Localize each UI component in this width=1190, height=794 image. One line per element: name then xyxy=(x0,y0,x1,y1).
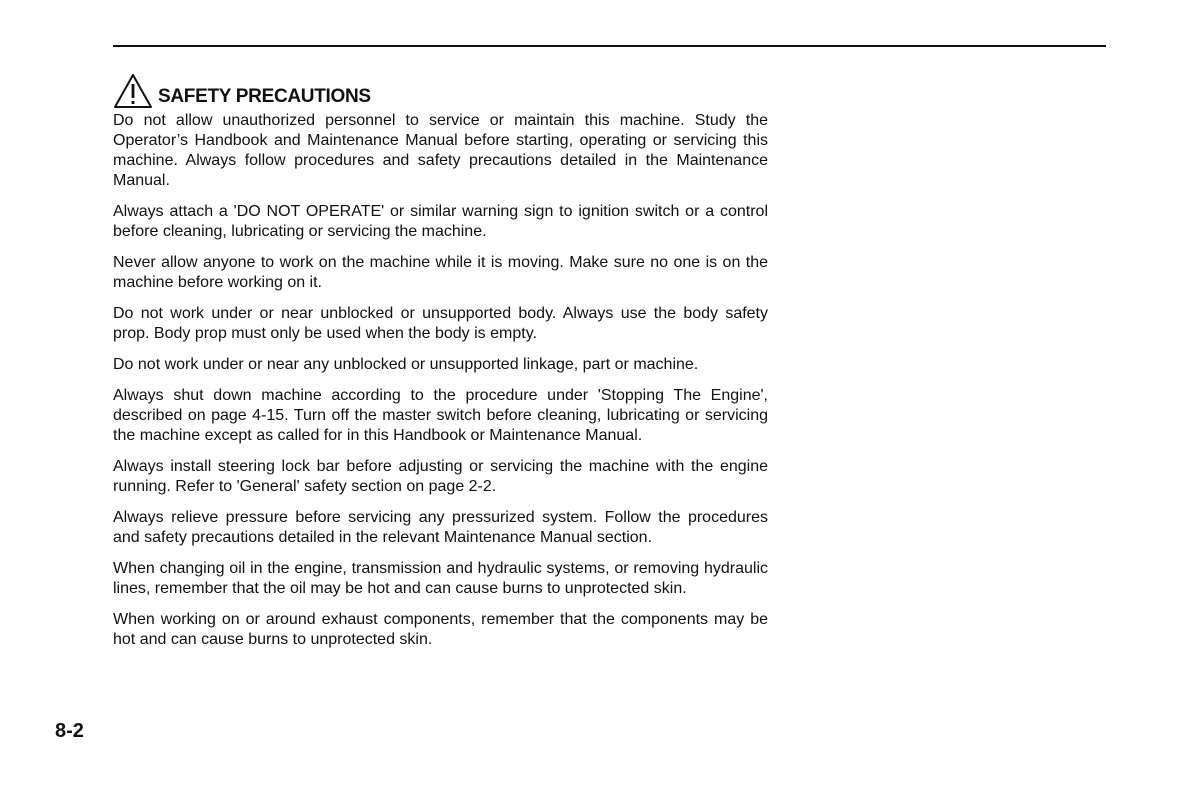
paragraph: Always shut down machine according to the procedure under 'Stopping The Engine', described on page 4-15. Turn off the master switch before cleaning, lubricating or servicing the machine except as called for in this Handbook or Maintenance Manual. xyxy=(113,387,768,444)
section-title: SAFETY PRECAUTIONS xyxy=(158,86,371,107)
paragraph: Always relieve pressure before servicing any pressurized system. Follow the procedures and safety precautions detailed in the relevant Maintenance Manual section. xyxy=(113,509,768,546)
paragraph: When changing oil in the engine, transmission and hydraulic systems, or removing hydraulic lines, remember that the oil may be hot and can cause burns to unprotected skin. xyxy=(113,560,768,597)
paragraph: Always attach a 'DO NOT OPERATE' or similar warning sign to ignition switch or a control before cleaning, lubricating or servicing the machine. xyxy=(113,203,768,240)
warning-triangle-icon xyxy=(113,73,153,109)
safety-text xyxy=(113,111,768,661)
paragraph: Do not work under or near any unblocked or unsupported linkage, part or machine. xyxy=(113,356,699,373)
paragraph: Always install steering lock bar before adjusting or servicing the machine with the engine running. Refer to 'General' safety section on page 2-2. xyxy=(113,458,768,495)
paragraph: When working on or around exhaust components, remember that the components may be hot and can cause burns to unprotected skin. xyxy=(113,611,768,648)
section-heading xyxy=(113,71,371,109)
page-number: 8-2 xyxy=(55,720,84,742)
header-rule xyxy=(113,45,1106,47)
paragraph: Do not allow unauthorized personnel to service or maintain this machine. Study the Operator’s Handbook and Maintenance Manual before starting, operating or servicing this machine. Always follow procedures and safety precautions detailed in the Maintenance Manual. xyxy=(113,112,768,189)
paragraph: Do not work under or near unblocked or unsupported body. Always use the body safety prop. Body prop must only be used when the body is empty. xyxy=(113,305,768,342)
paragraph: Never allow anyone to work on the machine while it is moving. Make sure no one is on the machine before working on it. xyxy=(113,254,768,291)
